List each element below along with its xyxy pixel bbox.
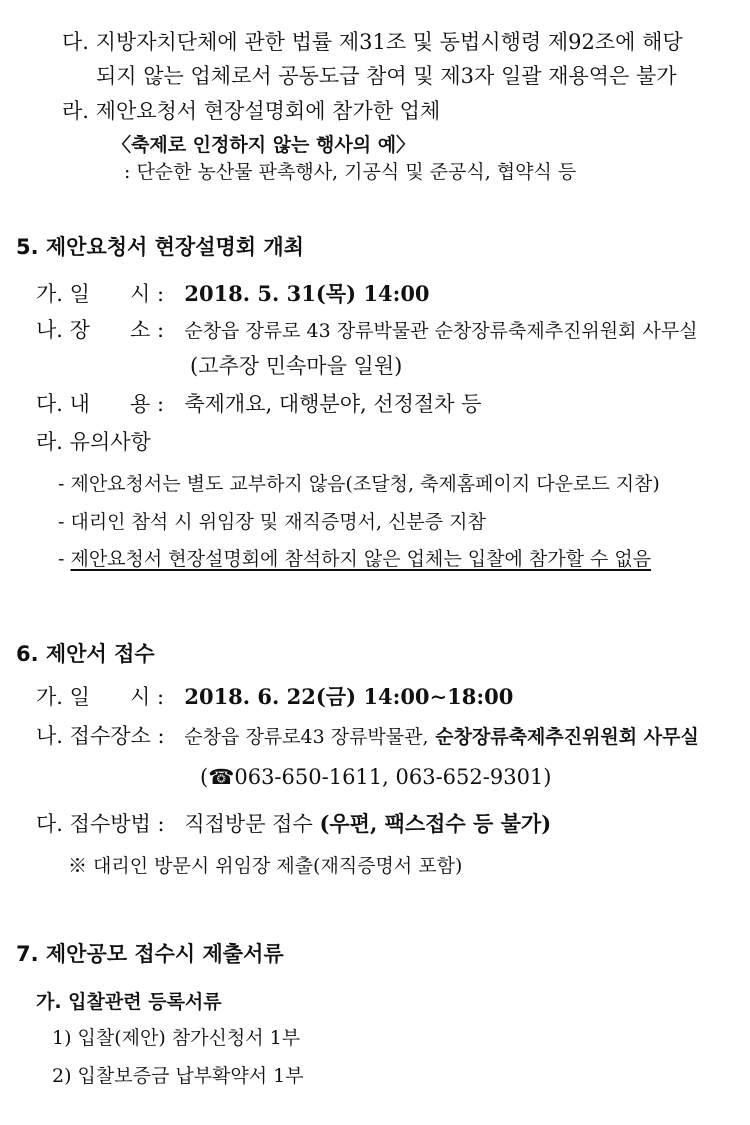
item-prefix: 다. [62, 30, 89, 54]
item-label: 내 용 : [69, 392, 165, 416]
bullet-item: - 제안요청서는 별도 교부하지 않음(조달청, 축제홈페이지 다운로드 지참) [58, 473, 660, 495]
section5-na [36, 316, 698, 345]
section6-ga [36, 683, 513, 711]
item-label: 일 시 : [69, 685, 165, 709]
item-prefix: 다. [36, 812, 63, 836]
item-label: 접수방법 : [69, 812, 165, 836]
item-prefix: 라. [62, 99, 89, 123]
item-label: 장 소 : [69, 318, 165, 342]
bullet-item: - 대리인 참석 시 위임장 및 재직증명서, 신분증 지참 [58, 511, 486, 533]
item-value: 직접방문 접수 [184, 812, 313, 836]
section6-da [36, 810, 551, 838]
item-value: 축제개요, 대행분야, 선정절차 등 [184, 392, 482, 416]
section5-ga [36, 280, 430, 308]
section5-ra [36, 428, 151, 456]
example-note-title: 〈축제로 인정하지 않는 행사의 예〉 [112, 134, 416, 156]
list-item: 1) 입찰(제안) 참가신청서 1부 [52, 1027, 301, 1049]
item-label: 유의사항 [69, 430, 151, 454]
item-prefix: 라. [36, 430, 63, 454]
item-label: 일 시 : [69, 282, 165, 306]
bullet-item-warning [58, 545, 651, 573]
section6-phone: (☎063-650-1611, 063-652-9301) [200, 765, 552, 789]
section6-na [36, 722, 699, 751]
item-prefix: 나. [36, 318, 63, 342]
example-note-body: : 단순한 농산물 판촉행사, 기공식 및 준공식, 협약식 등 [124, 161, 577, 183]
bullet-dash: - [58, 548, 65, 570]
section6-heading: 6. 제안서 접수 [16, 642, 155, 666]
item-prefix: 가. [36, 282, 63, 306]
item-ra [62, 97, 440, 125]
item-label: 접수장소 : [69, 724, 165, 748]
item-value: 2018. 6. 22(금) 14:00∼18:00 [184, 684, 514, 709]
list-item: 2) 입찰보증금 납부확약서 1부 [52, 1065, 304, 1087]
section7-ga-heading: 가. 입찰관련 등록서류 [36, 991, 222, 1013]
item-da-line1 [62, 28, 683, 56]
item-da-line2: 되지 않는 업체로서 공동도급 참여 및 제3자 일괄 재용역은 불가 [96, 64, 677, 88]
item-text: 지방자치단체에 관한 법률 제31조 및 동법시행령 제92조에 해당 [95, 30, 683, 54]
item-value: 2018. 5. 31(목) 14:00 [184, 281, 430, 306]
item-prefix: 다. [36, 392, 63, 416]
section5-na-value2: (고추장 민속마을 일원) [190, 354, 403, 378]
section5-da [36, 390, 481, 418]
section6-note: ※ 대리인 방문시 위임장 제출(재직증명서 포함) [68, 855, 463, 877]
item-value: 순창읍 장류로 43 장류박물관 순창장류축제추진위원회 사무실 [184, 320, 698, 342]
item-prefix: 가. [36, 685, 63, 709]
warning-text: 제안요청서 현장설명회에 참석하지 않은 업체는 입찰에 참가할 수 없음 [70, 548, 652, 570]
item-text: 제안요청서 현장설명회에 참가한 업체 [95, 99, 441, 123]
item-value: 순창읍 장류로43 장류박물관, [184, 726, 429, 748]
item-value-bold: (우편, 팩스접수 등 불가) [319, 811, 552, 836]
section5-heading: 5. 제안요청서 현장설명회 개최 [16, 235, 304, 259]
section7-heading: 7. 제안공모 접수시 제출서류 [16, 942, 284, 966]
item-prefix: 나. [36, 724, 63, 748]
item-value-bold: 순창장류축제추진위원회 사무실 [435, 726, 699, 748]
